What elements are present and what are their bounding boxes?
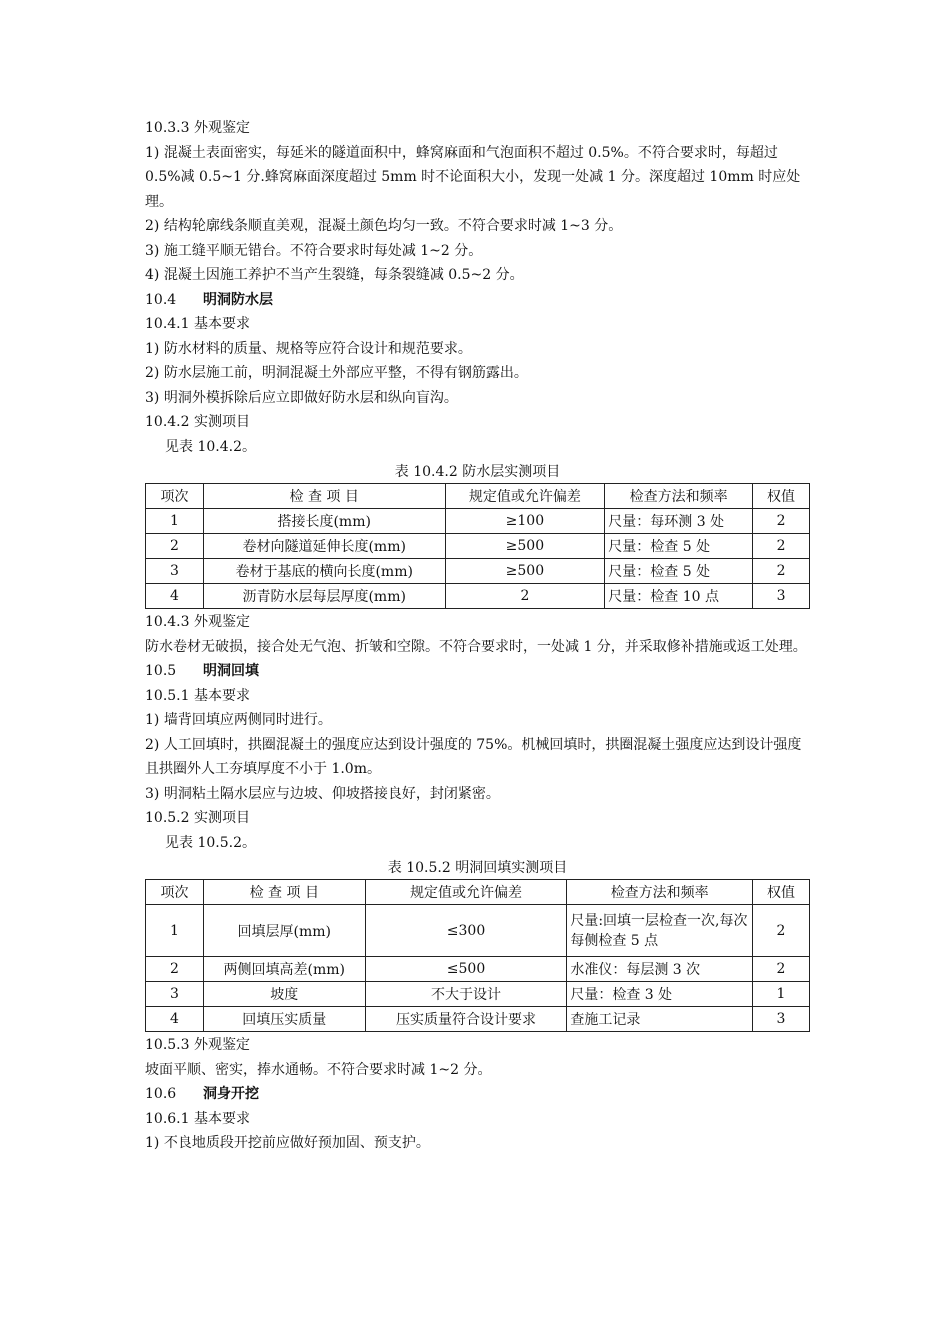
table-cell: ≤500 bbox=[365, 957, 567, 982]
table-row bbox=[146, 905, 810, 957]
section-10-5-number: 10.5 bbox=[145, 663, 177, 679]
table-cell: 2 bbox=[445, 584, 605, 609]
section-10-5-title: 明洞回填 bbox=[203, 663, 259, 679]
table-cell: 3 bbox=[146, 559, 204, 584]
header-cell: 项次 bbox=[146, 880, 204, 905]
table-cell: ≥500 bbox=[445, 559, 605, 584]
table-row bbox=[146, 534, 810, 559]
table-cell: 尺量：每环测 3 处 bbox=[605, 509, 753, 534]
s10-4-1-item-3: 3) 明洞外模拆除后应立即做好防水层和纵向盲沟。 bbox=[145, 389, 458, 406]
table-10-4-2 bbox=[145, 483, 810, 609]
table-row bbox=[146, 584, 810, 609]
table-cell: 2 bbox=[146, 957, 204, 982]
table-cell: 1 bbox=[146, 509, 204, 534]
table-cell: 坡度 bbox=[203, 982, 365, 1007]
table-cell: 2 bbox=[146, 534, 204, 559]
section-10-4-number: 10.4 bbox=[145, 291, 177, 308]
table-header-row bbox=[146, 880, 810, 905]
table-cell: ≥100 bbox=[445, 509, 605, 534]
table-header-row bbox=[146, 484, 810, 509]
table-10-4-2-reference: 见表 10.4.2。 bbox=[165, 438, 256, 455]
table-cell: 卷材向隧道延伸长度(mm) bbox=[203, 534, 445, 559]
table-cell: 4 bbox=[146, 584, 204, 609]
table-cell: 2 bbox=[753, 534, 810, 559]
s10-5-1-item-2: 2) 人工回填时，拱圈混凝土的强度应达到设计强度的 75%。机械回填时，拱圈混凝土强度应达到设计强度且拱圈外人工夯填厚度不小于 1.0m。 bbox=[145, 736, 802, 777]
table-cell: 卷材于基底的横向长度(mm) bbox=[203, 559, 445, 584]
s10-3-3-item-2: 2) 结构轮廓线条顺直美观，混凝土颜色均匀一致。不符合要求时减 1~3 分。 bbox=[145, 218, 623, 234]
header-cell: 检 查 项 目 bbox=[203, 484, 445, 509]
table-cell: 2 bbox=[753, 905, 810, 957]
table-10-5-2-reference: 见表 10.5.2。 bbox=[165, 834, 256, 851]
table-cell: 尺量：检查 10 点 bbox=[605, 584, 753, 609]
table-cell: 尺量：检查 3 处 bbox=[567, 982, 753, 1007]
section-10-4-title: 明洞防水层 bbox=[203, 291, 273, 308]
table-cell: 不大于设计 bbox=[365, 982, 567, 1007]
table-cell: 搭接长度(mm) bbox=[203, 509, 445, 534]
section-10-4-heading bbox=[145, 288, 810, 313]
section-10-4-2-heading: 10.4.2 实测项目 bbox=[145, 414, 250, 430]
s10-5-1-item-3: 3) 明洞粘土隔水层应与边坡、仰坡搭接良好，封闭紧密。 bbox=[145, 785, 500, 802]
s10-5-3-text: 坡面平顺、密实，捧水通畅。不符合要求时减 1~2 分。 bbox=[145, 1061, 492, 1078]
table-10-4-2-caption: 表 10.4.2 防水层实测项目 bbox=[394, 464, 561, 480]
table-cell: 尺量:回填一层检查一次,每次每侧检查 5 点 bbox=[567, 905, 753, 957]
s10-4-1-item-2: 2) 防水层施工前，明洞混凝土外部应平整，不得有钢筋露出。 bbox=[145, 365, 528, 381]
header-cell: 检 查 项 目 bbox=[203, 880, 365, 905]
table-cell: 沥青防水层每层厚度(mm) bbox=[203, 584, 445, 609]
header-cell: 检查方法和频率 bbox=[605, 484, 753, 509]
table-cell: 2 bbox=[753, 509, 810, 534]
s10-4-1-item-1: 1) 防水材料的质量、规格等应符合设计和规范要求。 bbox=[145, 340, 472, 357]
table-cell: 3 bbox=[753, 584, 810, 609]
section-10-5-heading bbox=[145, 659, 810, 684]
table-cell: 尺量：检查 5 处 bbox=[605, 559, 753, 584]
table-row bbox=[146, 1007, 810, 1032]
table-cell: 压实质量符合设计要求 bbox=[365, 1007, 567, 1032]
s10-5-1-item-1: 1) 墙背回填应两侧同时进行。 bbox=[145, 712, 332, 728]
section-10-5-1-heading: 10.5.1 基本要求 bbox=[145, 687, 250, 704]
section-10-5-3-heading: 10.5.3 外观鉴定 bbox=[145, 1037, 250, 1053]
table-cell: 2 bbox=[753, 559, 810, 584]
table-cell: ≤300 bbox=[365, 905, 567, 957]
section-10-6-1-heading: 10.6.1 基本要求 bbox=[145, 1110, 250, 1127]
header-cell: 规定值或允许偏差 bbox=[365, 880, 567, 905]
table-cell: ≥500 bbox=[445, 534, 605, 559]
table-cell: 3 bbox=[753, 1007, 810, 1032]
section-10-3-3-heading: 10.3.3 外观鉴定 bbox=[145, 120, 250, 136]
table-cell: 2 bbox=[753, 957, 810, 982]
table-cell: 两侧回填高差(mm) bbox=[203, 957, 365, 982]
header-cell: 权值 bbox=[753, 880, 810, 905]
table-row bbox=[146, 982, 810, 1007]
section-10-6-title: 洞身开挖 bbox=[203, 1086, 259, 1102]
table-cell: 1 bbox=[146, 905, 204, 957]
s10-3-3-item-3: 3) 施工缝平顺无错台。不符合要求时每处减 1~2 分。 bbox=[145, 242, 483, 259]
header-cell: 项次 bbox=[146, 484, 204, 509]
section-10-6-heading bbox=[145, 1082, 810, 1107]
table-row bbox=[146, 957, 810, 982]
header-cell: 检查方法和频率 bbox=[567, 880, 753, 905]
section-10-5-2-heading: 10.5.2 实测项目 bbox=[145, 810, 250, 826]
table-cell: 4 bbox=[146, 1007, 204, 1032]
header-cell: 权值 bbox=[753, 484, 810, 509]
section-10-4-1-heading: 10.4.1 基本要求 bbox=[145, 316, 250, 332]
table-cell: 尺量：检查 5 处 bbox=[605, 534, 753, 559]
document-page bbox=[145, 116, 810, 1156]
table-cell: 回填压实质量 bbox=[203, 1007, 365, 1032]
table-cell: 1 bbox=[753, 982, 810, 1007]
s10-3-3-item-1: 1) 混凝土表面密实，每延米的隧道面积中，蜂窝麻面和气泡面积不超过 0.5%。不符合要求时，每超过 0.5%减 0.5~1 分.蜂窝麻面深度超过 5mm 时不论面积大小，发现一处减 1 分。深度超过 10mm 时应处理。 bbox=[145, 144, 801, 210]
s10-4-3-text: 防水卷材无破损，接合处无气泡、折皱和空隙。不符合要求时，一处减 1 分，并采取修补措施或返工处理。 bbox=[145, 638, 807, 655]
s10-3-3-item-4: 4) 混凝土因施工养护不当产生裂缝，每条裂缝减 0.5~2 分。 bbox=[145, 267, 524, 283]
s10-6-1-item-1: 1) 不良地质段开挖前应做好预加固、预支护。 bbox=[145, 1135, 430, 1151]
table-10-5-2 bbox=[145, 879, 810, 1032]
header-cell: 规定值或允许偏差 bbox=[445, 484, 605, 509]
table-cell: 水准仪：每层测 3 次 bbox=[567, 957, 753, 982]
table-cell: 3 bbox=[146, 982, 204, 1007]
section-10-6-number: 10.6 bbox=[145, 1086, 177, 1102]
table-row bbox=[146, 509, 810, 534]
table-row bbox=[146, 559, 810, 584]
table-cell: 回填层厚(mm) bbox=[203, 905, 365, 957]
section-10-4-3-heading: 10.4.3 外观鉴定 bbox=[145, 614, 250, 630]
table-10-5-2-caption: 表 10.5.2 明洞回填实测项目 bbox=[387, 860, 568, 876]
table-cell: 查施工记录 bbox=[567, 1007, 753, 1032]
